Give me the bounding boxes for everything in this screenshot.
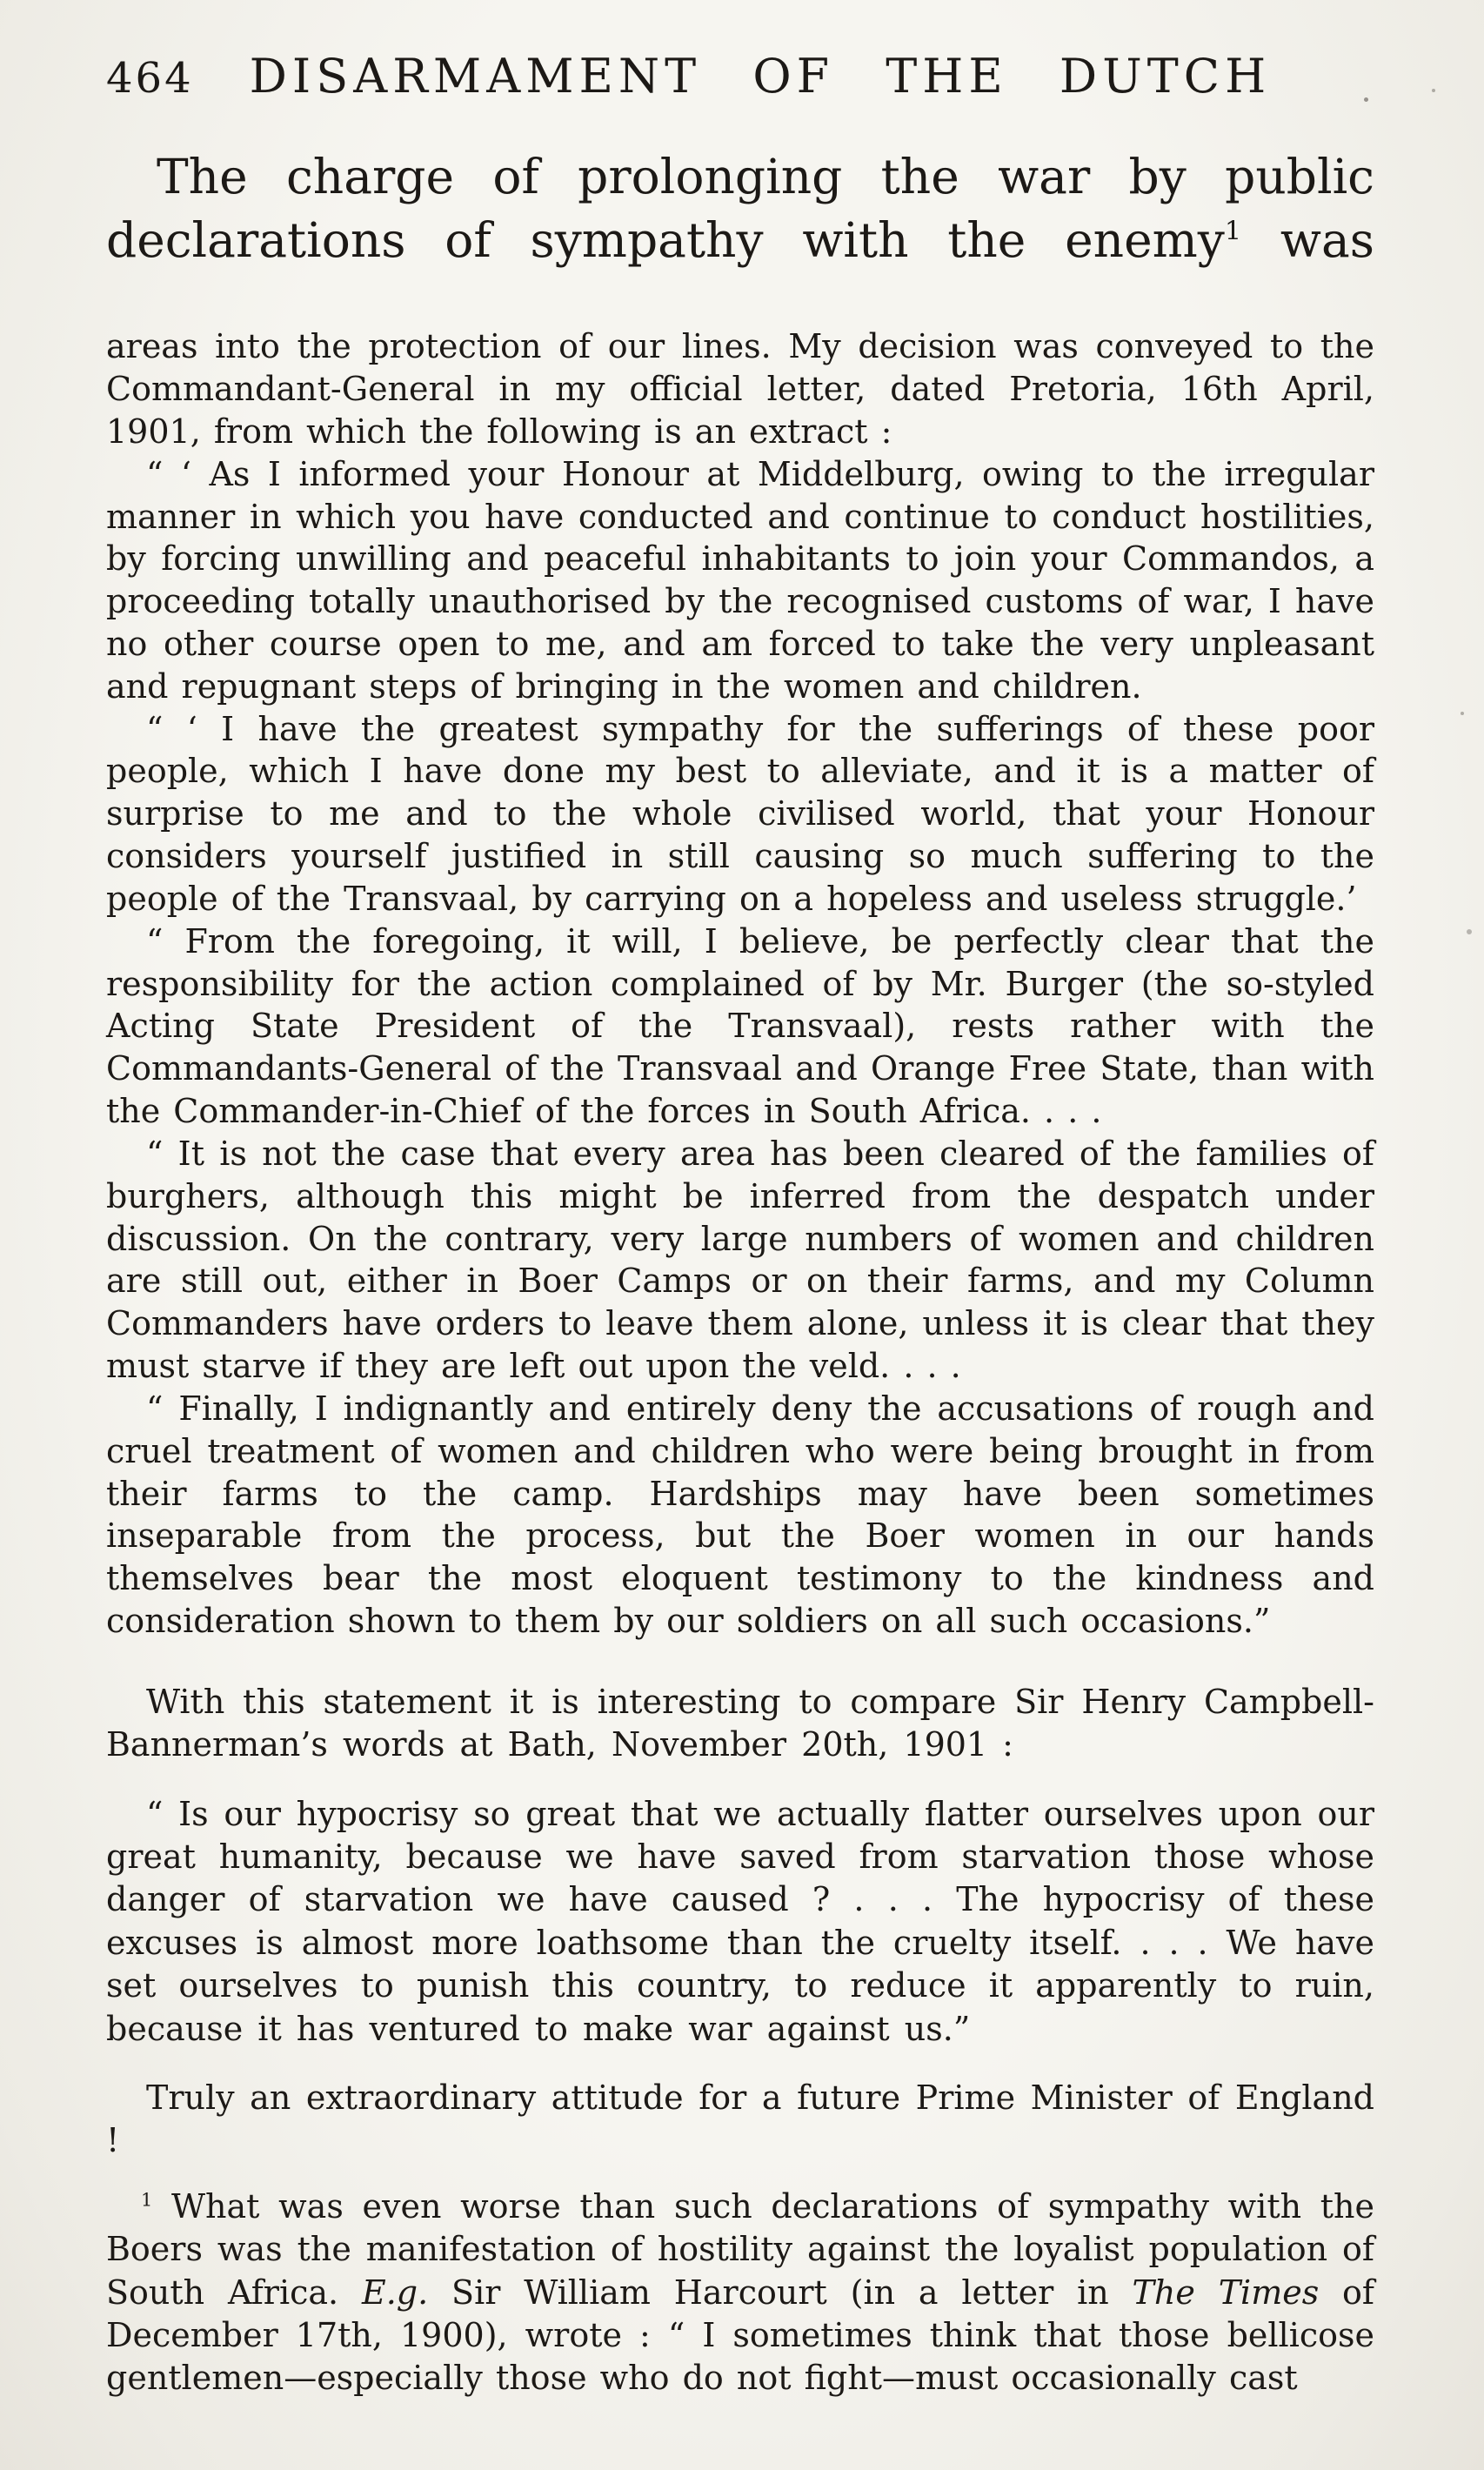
- paragraph-campbell-quote: “ Is our hypocrisy so great that we actually flatter ourselves upon our great humanity, because we have saved from starvation those whose danger of starvation we have caused ? . . . The hypocrisy of these excuses is almost more loathsome than the cruelty itself. . . . We have set ourselves to punish this country, to reduce it apparently to ruin, because it has ventured to make war against us.”: [106, 1794, 1374, 2048]
- scan-speck: [1467, 929, 1472, 934]
- extract-paragraph: areas into the protection of our lines. My decision was conveyed to the Commandant-General in my official letter, dated Pretoria, 16th April, 1901, from which the following is an extract :: [106, 327, 1374, 451]
- paragraph-campbell-intro: With this statement it is interesting to compare Sir Henry Campbell-Bannerman’s words at Bath, November 20th, 1901 :: [106, 1682, 1374, 1764]
- footnote-text: of December 17th, 1900), wrote : “ I sometimes think that those bellicose gentlemen—especially those who do not fight—must occasionally cast: [106, 2273, 1374, 2398]
- page-number: 464: [106, 54, 194, 103]
- footnote-marker: 1: [141, 2189, 153, 2211]
- footnote-italic: E.g.: [361, 2273, 429, 2312]
- scan-speck: [1461, 712, 1464, 715]
- scan-speck: [1364, 97, 1368, 102]
- opening-text-after: was: [1241, 211, 1374, 268]
- footnote-paragraph: [106, 2186, 1374, 2400]
- footnote-text: What was even worse than such declarations of sympathy with the Boers was the manifestation of hostility against the loyalist population of South Africa.: [106, 2186, 1374, 2312]
- footnote-italic: The Times: [1132, 2273, 1320, 2312]
- opening-text: The charge of prolonging the war by public declarations of sympathy with the enemy: [106, 149, 1374, 268]
- extract-paragraph: “ Finally, I indignantly and entirely deny the accusations of rough and cruel treatment of women and children who were being brought in from their farms to the camp. Hardships may have been sometimes inseparable from the process, but the Boer women in our hands themselves bear the most eloquent testimony to the kindness and consideration shown to them by our soldiers on all such occasions.”: [106, 1389, 1374, 1641]
- extract-paragraph: “ From the foregoing, it will, I believe, be perfectly clear that the responsibility for the action complained of by Mr. Burger (the so-styled Acting State President of the Transvaal), rests rather with the Commandants-General of the Transvaal and Orange Free State, than with the Commander-in-Chief of the forces in South Africa. . . .: [106, 921, 1374, 1131]
- extract-paragraph: “ ‘ As I informed your Honour at Middelburg, owing to the irregular manner in which you have conducted and continue to conduct hostilities, by forcing unwilling and peaceful inhabitants to join your Commandos, a proceeding totally unauthorised by the recognised customs of war, I have no other course open to me, and am forced to take the very unpleasant and repugnant steps of bringing in the women and children.: [106, 454, 1374, 706]
- scan-speck: [1432, 89, 1435, 92]
- page-header: [106, 49, 1374, 104]
- footnote: [106, 2186, 1374, 2400]
- quoted-extract-block: [106, 325, 1374, 1643]
- paragraph-conclusion: Truly an extraordinary attitude for a future Prime Minister of England !: [106, 2078, 1374, 2160]
- extract-paragraph: “ ‘ I have the greatest sympathy for the sufferings of these poor people, which I have done my best to alleviate, and it is a matter of surprise to me and to the whole civilised world, that your Honour considers yourself justified in still causing so much suffering to the people of the Transvaal, by carrying on a hopeless and useless struggle.’: [106, 709, 1374, 918]
- opening-paragraph: [106, 145, 1374, 271]
- footnote-text: Sir William Harcourt (in a letter in: [428, 2273, 1133, 2312]
- extract-paragraph: “ It is not the case that every area has been cleared of the families of burghers, although this might be inferred from the despatch under discussion. On the contrary, very large numbers of women and children are still out, either in Boer Camps or on their farms, and my Column Commanders have orders to leave them alone, unless it is clear that they must starve if they are left out upon the veld. . . .: [106, 1134, 1374, 1386]
- footnote-reference: 1: [1224, 216, 1242, 247]
- running-title: DISARMAMENT OF THE DUTCH: [249, 49, 1272, 104]
